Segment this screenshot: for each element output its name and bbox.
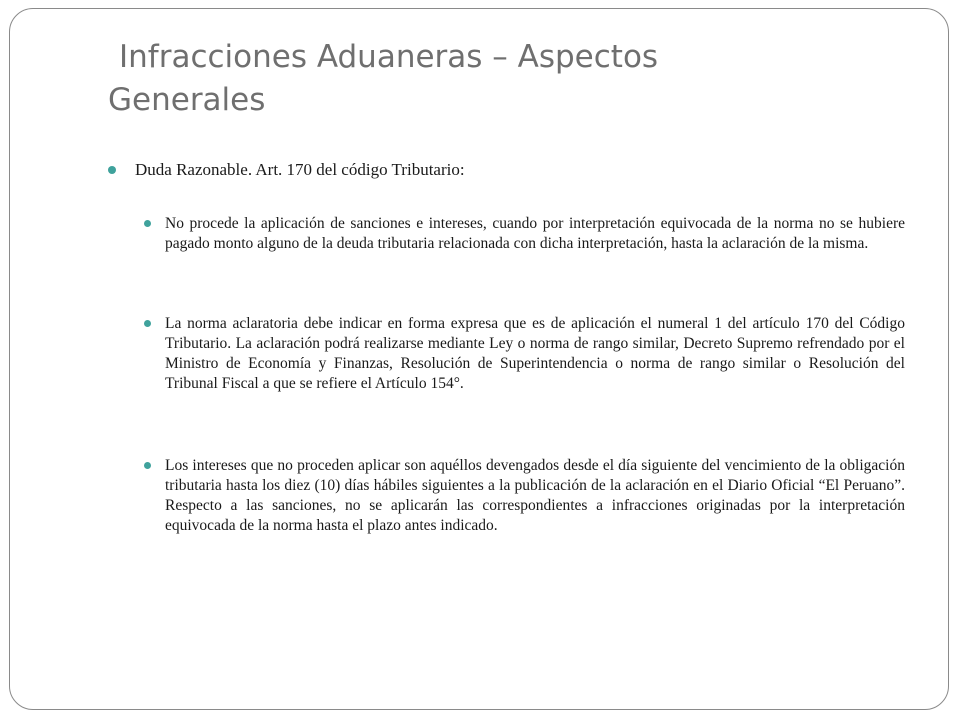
sub-bullet-1	[144, 214, 905, 254]
sub-bullet-2	[144, 314, 905, 394]
slide-title-line-2: Generales	[108, 82, 266, 118]
sub-bullet-text: No procede la aplicación de sanciones e intereses, cuando por interpretación equivocada de la norma no se hubiere pagado monto alguno de la deuda tributaria relacionada con dicha interpretación, hasta la aclaración de la misma.	[165, 215, 905, 252]
bullet-dot-icon	[144, 320, 151, 327]
sub-bullet-text: La norma aclaratoria debe indicar en forma expresa que es de aplicación el numeral 1 del artículo 170 del Código Tributario. La aclaración podrá realizarse mediante Ley o norma de rango similar, Decreto Supremo refrendado por el Ministro de Economía y Finanzas, Resolución de Superintendencia o norma de rango similar o Resolución del Tribunal Fiscal a que se refiere el Artículo 154°.	[165, 315, 905, 392]
main-bullet	[108, 158, 465, 182]
main-bullet-text: Duda Razonable. Art. 170 del código Tributario:	[135, 160, 465, 179]
sub-bullet-3	[144, 456, 905, 536]
sub-bullet-text: Los intereses que no proceden aplicar son aquéllos devengados desde el día siguiente del vencimiento de la obligación tributaria hasta los diez (10) días hábiles siguientes a la publicación de la aclaración en el Diario Oficial “El Peruano”. Respecto a las sanciones, no se aplicarán las correspondientes a infracciones originadas por la interpretación equivocada de la norma hasta el plazo antes indicado.	[165, 457, 905, 534]
bullet-dot-icon	[108, 166, 116, 174]
slide-title-line-1: Infracciones Aduaneras – Aspectos	[119, 39, 659, 75]
bullet-dot-icon	[144, 462, 151, 469]
slide-title	[108, 36, 888, 122]
bullet-dot-icon	[144, 220, 151, 227]
